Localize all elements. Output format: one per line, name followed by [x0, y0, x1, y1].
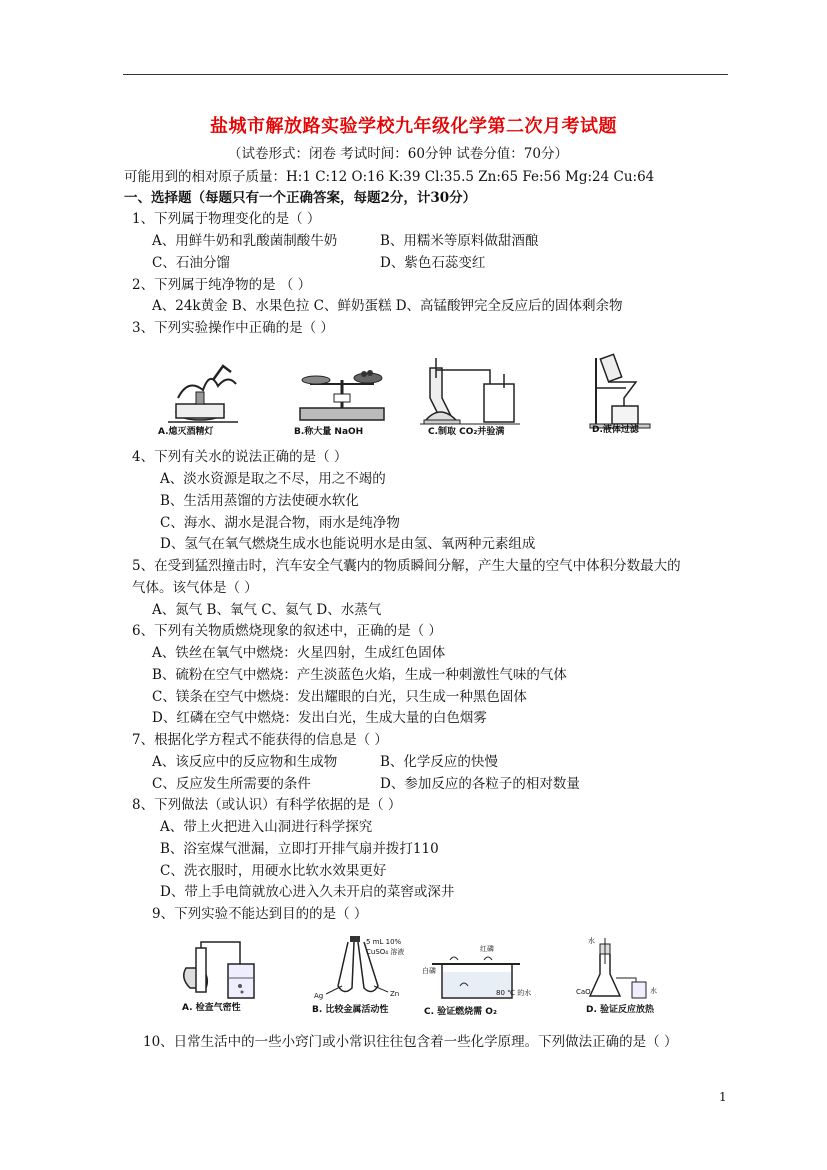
- label-q9-b-volume: 5 mL 10%: [366, 938, 402, 946]
- question-1-option-d: D、紫色石蕊变红: [380, 255, 486, 271]
- question-8-option-d: D、带上手电筒就放心进入久未开启的菜窖或深井: [160, 884, 455, 900]
- question-1-option-c: C、石油分馏: [152, 255, 230, 271]
- question-1-stem: 1、下列属于物理变化的是（ ）: [132, 211, 321, 227]
- label-q9-d-cao: CaO: [576, 988, 591, 996]
- label-q9-c-white-phosphorus: 白磷: [422, 967, 436, 975]
- caption-q9-c: C. 验证燃烧需 O₂: [424, 1007, 497, 1017]
- question-6-stem: 6、下列有关物质燃烧现象的叙述中，正确的是（ ）: [132, 623, 442, 639]
- question-4-option-c: C、海水、湖水是混合物，雨水是纯净物: [160, 515, 400, 531]
- exam-info: （试卷形式：闭卷 考试时间：60分钟 试卷分值：70分）: [228, 146, 568, 162]
- caption-q9-a: A. 检查气密性: [182, 1003, 241, 1013]
- label-q9-c-red-phosphorus: 红磷: [480, 945, 494, 953]
- combustion-oxygen-drawing: [420, 938, 530, 1014]
- question-10-stem: 10、日常生活中的一些小窍门或小常识往往包含着一些化学原理。下列做法正确的是（ ）: [143, 1034, 678, 1050]
- question-4-option-b: B、生活用蒸馏的方法使硬水软化: [160, 493, 359, 509]
- question-3-stem: 3、下列实验操作中正确的是（ ）: [132, 320, 334, 336]
- question-1-option-b: B、用糯米等原料做甜酒酿: [380, 233, 539, 249]
- caption-q3-b: B.称大量 NaOH: [294, 427, 364, 437]
- question-5-stem-line2: 气体。该气体是（ ）: [132, 580, 258, 596]
- question-6-option-c: C、镁条在空气中燃烧：发出耀眼的白光，只生成一种黑色固体: [152, 689, 527, 705]
- question-6-option-a: A、铁丝在氧气中燃烧：火星四射，生成红色固体: [152, 645, 446, 661]
- figure-q9-c: [420, 938, 532, 1017]
- label-q9-d-water-side: 水: [650, 987, 657, 995]
- figure-q3-a: [158, 350, 262, 440]
- caption-q3-d: D.液体过滤: [592, 425, 639, 435]
- caption-q9-d: D. 验证反应放热: [586, 1005, 655, 1015]
- label-q9-b-zn: Zn: [390, 990, 400, 998]
- label-q9-d-water-top: 水: [588, 937, 595, 945]
- caption-q9-b: B. 比较金属活动性: [312, 1005, 389, 1015]
- atomic-masses: 可能用到的相对原子质量：H:1 C:12 O:16 K:39 Cl:35.5 Zn:65 Fe:56 Mg:24 Cu:64: [124, 169, 655, 185]
- question-6-option-d: D、红磷在空气中燃烧：发出白光，生成大量的白色烟雾: [152, 710, 487, 726]
- question-1-option-a: A、用鲜牛奶和乳酸菌制酸牛奶: [152, 233, 338, 249]
- label-q9-b-solution: CuSO₄ 溶液: [366, 948, 405, 956]
- question-8-stem: 8、下列做法（或认识）有科学依据的是（ ）: [132, 797, 402, 813]
- caption-q3-c: C.制取 CO₂并验满: [428, 427, 505, 437]
- question-8-option-c: C、洗衣服时，用硬水比软水效果更好: [160, 863, 387, 879]
- question-7-option-d: D、参加反应的各粒子的相对数量: [380, 776, 580, 792]
- question-2-options: A、24k黄金 B、水果色拉 C、鲜奶蛋糕 D、高锰酸钾完全反应后的固体剩余物: [152, 298, 623, 314]
- section-heading: 一、选择题（每题只有一个正确答案，每题2分，计30分）: [124, 190, 477, 206]
- label-q9-b-ag: Ag: [314, 992, 324, 1000]
- header-rule: [123, 74, 728, 75]
- question-7-stem: 7、根据化学方程式不能获得的信息是（ ）: [132, 732, 388, 748]
- question-9-stem: 9、下列实验不能达到目的的是（ ）: [152, 906, 368, 922]
- question-7-option-b: B、化学反应的快慢: [380, 754, 498, 770]
- caption-q3-a: A.熄灭酒精灯: [158, 427, 214, 437]
- question-7-option-a: A、该反应中的反应物和生成物: [152, 754, 338, 770]
- page-number: 1: [719, 1090, 727, 1104]
- question-7-option-c: C、反应发生所需要的条件: [152, 776, 311, 792]
- label-q9-c-water: 80 ℃ 的水: [496, 989, 532, 997]
- question-4-stem: 4、下列有关水的说法正确的是（ ）: [132, 449, 348, 465]
- question-2-stem: 2、下列属于纯净物的是 （ ）: [132, 277, 312, 293]
- figure-q9-d: [576, 934, 676, 1014]
- question-5-options: A、氮气 B、氧气 C、氦气 D、水蒸气: [152, 602, 382, 618]
- exam-title: 盐城市解放路实验学校九年级化学第二次月考试题: [210, 116, 617, 137]
- question-5-stem-line1: 5、在受到猛烈撞击时，汽车安全气囊内的物质瞬间分解，产生大量的空气中体积分数最大的: [132, 558, 681, 574]
- question-8-option-b: B、浴室煤气泄漏，立即打开排气扇并拨打110: [160, 841, 439, 857]
- figure-q9-a: [176, 938, 266, 1014]
- question-6-option-b: B、硫粉在空气中燃烧：产生淡蓝色火焰，生成一种刺激性气味的气体: [152, 667, 567, 683]
- figure-q9-b: [304, 936, 414, 1014]
- figure-q3-b: [290, 350, 394, 440]
- question-4-option-a: A、淡水资源是取之不尽，用之不竭的: [160, 471, 386, 487]
- figure-q3-d: [586, 348, 666, 440]
- question-8-option-a: A、带上火把进入山洞进行科学探究: [160, 819, 373, 835]
- question-4-option-d: D、氢气在氧气燃烧生成水也能说明水是由氢、氧两种元素组成: [160, 536, 536, 552]
- figure-q3-c: [420, 348, 530, 440]
